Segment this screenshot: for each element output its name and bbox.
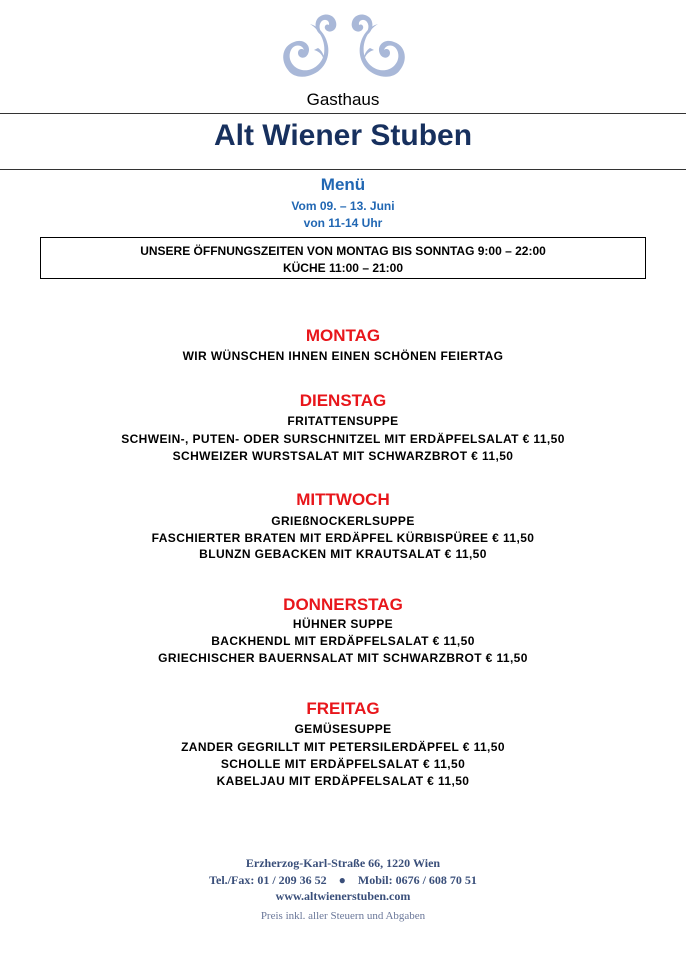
menu-heading: Menü: [320, 175, 366, 194]
menu-item: GRIECHISCHER BAUERNSALAT MIT SCHWARZBROT € 11,50: [158, 651, 528, 665]
menu-dates: Vom 09. – 13. Juni: [291, 199, 395, 213]
menu-item: WIR WÜNSCHEN IHNEN EINEN SCHÖNEN FEIERTAG: [182, 349, 504, 363]
day-heading-mittwoch: MITTWOCH: [296, 490, 390, 509]
ornament-icon: [278, 10, 410, 82]
menu-item: BLUNZN GEBACKEN MIT KRAUTSALAT € 11,50: [199, 547, 487, 561]
footer-phone: Tel./Fax: 01 / 209 36 52 ● Mobil: 0676 / 608 70 51: [209, 873, 477, 887]
footer-price-note: Preis inkl. aller Steuern und Abgaben: [260, 910, 426, 922]
day-heading-freitag: FREITAG: [306, 699, 380, 718]
kitchen-hours-line: KÜCHE 11:00 – 21:00: [282, 261, 404, 275]
menu-item: SCHWEIZER WURSTSALAT MIT SCHWARZBROT € 11,50: [172, 449, 514, 463]
day-heading-dienstag: DIENSTAG: [299, 391, 387, 410]
footer-address: Erzherzog-Karl-Straße 66, 1220 Wien: [245, 856, 441, 870]
menu-item: HÜHNER SUPPE: [292, 617, 394, 631]
menu-item: SCHWEIN-, PUTEN- ODER SURSCHNITZEL MIT ERDÄPFELSALAT € 11,50: [121, 432, 565, 446]
header-rule-bottom: [0, 169, 686, 170]
menu-item: BACKHENDL MIT ERDÄPFELSALAT € 11,50: [211, 634, 475, 648]
day-heading-donnerstag: DONNERSTAG: [283, 595, 403, 614]
opening-hours-line: UNSERE ÖFFNUNGSZEITEN VON MONTAG BIS SONNTAG 9:00 – 22:00: [140, 244, 546, 258]
day-heading-montag: MONTAG: [305, 326, 381, 345]
menu-item: GEMÜSESUPPE: [294, 722, 392, 736]
menu-item: SCHOLLE MIT ERDÄPFELSALAT € 11,50: [220, 757, 466, 771]
header-subtitle: Gasthaus: [306, 90, 380, 109]
menu-item: FASCHIERTER BRATEN MIT ERDÄPFEL KÜRBISPÜREE € 11,50: [151, 531, 535, 545]
footer-website-link[interactable]: www.altwienerstuben.com: [275, 889, 411, 903]
menu-item: FRITATTENSUPPE: [287, 414, 399, 428]
menu-times: von 11-14 Uhr: [303, 216, 383, 230]
opening-hours-box: [40, 237, 646, 279]
menu-item: GRIEßNOCKERLSUPPE: [271, 514, 415, 528]
menu-item: ZANDER GEGRILLT MIT PETERSILERDÄPFEL € 11,50: [181, 740, 505, 754]
page-title: Alt Wiener Stuben: [213, 119, 473, 152]
header-rule-top: [0, 113, 686, 114]
menu-item: KABELJAU MIT ERDÄPFELSALAT € 11,50: [216, 774, 470, 788]
